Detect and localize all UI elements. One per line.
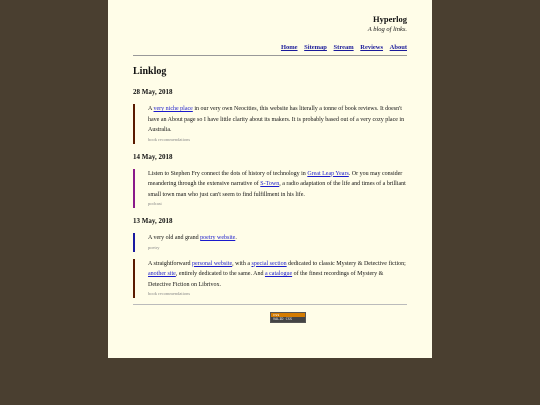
nav-home-link[interactable]: Home — [280, 44, 298, 51]
page-title: Linklog — [133, 66, 167, 77]
nav-about-link[interactable]: About — [389, 44, 407, 51]
nav-reviews-link[interactable]: Reviews — [360, 44, 384, 51]
valid-css-badge[interactable] — [270, 312, 306, 323]
link-entry — [133, 259, 407, 299]
entry-tag: podcast — [148, 201, 162, 206]
page-container — [108, 0, 432, 358]
nav-sitemap-link[interactable]: Sitemap — [304, 44, 327, 51]
date-heading: 14 May, 2018 — [133, 152, 173, 161]
entry-link[interactable]: personal website — [192, 260, 233, 267]
site-header — [133, 0, 407, 35]
entry-link[interactable]: another site — [148, 271, 176, 277]
link-entry — [133, 169, 407, 209]
entry-link[interactable]: S-Town — [260, 181, 280, 187]
entry-tag: book recommendations — [148, 291, 191, 296]
entry-text: A very niche place in our very own Neocities, this website has literally a tonne of book reviews. It doesn't have an About page so I have little clarity about its makers. It is probably based out of a very cozy place in Australia. — [148, 106, 405, 133]
date-heading: 13 May, 2018 — [133, 217, 173, 225]
site-title: Hyperlog — [373, 14, 407, 24]
entry-link[interactable]: Great Leap Years — [307, 170, 349, 177]
link-entry — [133, 104, 407, 144]
nav-stream-link[interactable]: Stream — [333, 44, 354, 51]
date-heading: 28 May, 2018 — [133, 88, 173, 96]
entry-tag: book recommendations — [148, 136, 191, 142]
entry-link[interactable]: a catalogue — [264, 271, 293, 277]
site-tagline: A blog of links. — [367, 26, 407, 33]
entry-text: A very old and grand poetry website. — [148, 235, 237, 241]
entry-text: A straightforward personal website, with a special section dedicated to classic Mystery & Detective fiction; another site, entirely dedicated to the same. And a catalogue of the finest recordings of Mystery & Detective Fiction on Librivox. — [148, 260, 406, 288]
badge-bottom-label: VALID CSS — [271, 317, 305, 322]
entry-link[interactable]: special section — [251, 260, 287, 267]
page-footer — [133, 304, 407, 333]
badge-top-label: css — [271, 313, 305, 317]
entry-link[interactable]: poetry website — [200, 235, 236, 241]
main-nav — [133, 44, 407, 56]
entry-text: Listen to Stephen Fry connect the dots of history of technology in Great Leap Years. Or you may consider meandering through the extensive narrative of S-Town, a radio adaptation of the life and times of a brilliant small town man who just can't seem to find fulfillment in his life. — [148, 170, 406, 198]
entry-link[interactable]: very niche place — [153, 106, 193, 112]
entry-tag: poetry — [148, 244, 160, 250]
link-entry — [133, 233, 407, 252]
